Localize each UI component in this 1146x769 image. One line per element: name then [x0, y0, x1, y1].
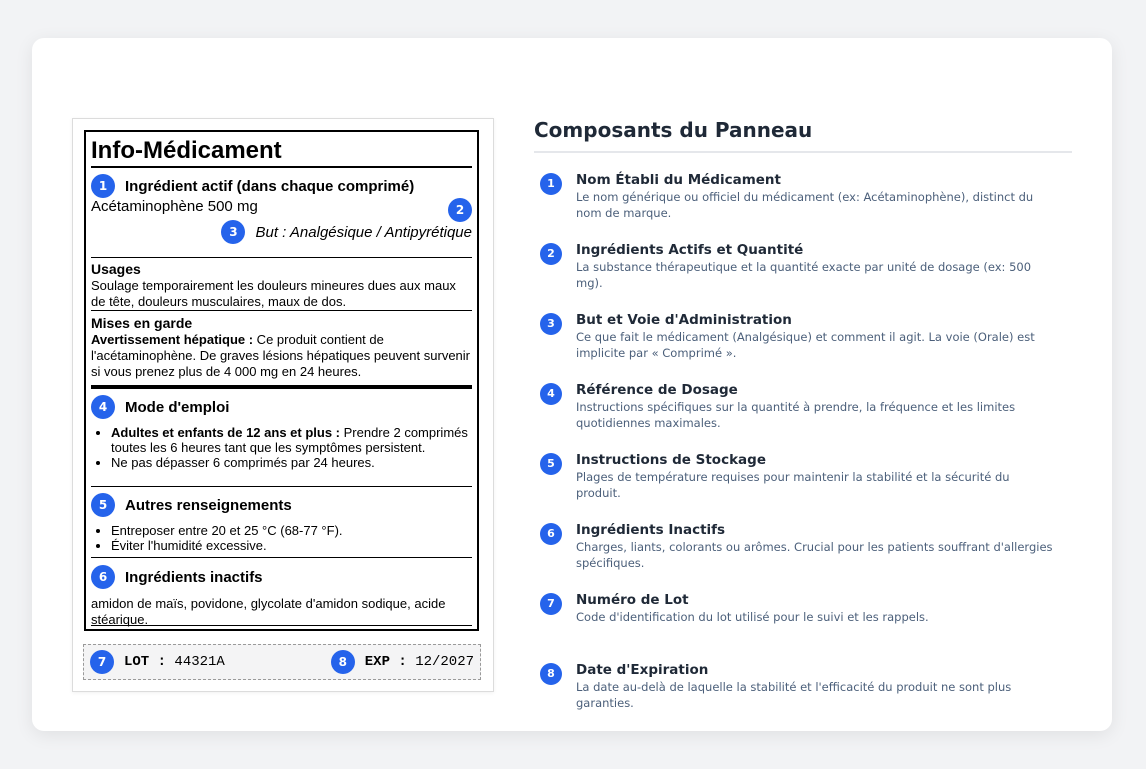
component-description: La date au-delà de laquelle la stabilité et l'efficacité du produit ne sont plus garanties.	[576, 680, 1012, 710]
list-item	[540, 171, 1072, 241]
other-info-section	[91, 487, 472, 558]
uses-text: Soulage temporairement les douleurs mineures dues aux maux de tête, douleurs musculaires, maux de dos.	[91, 278, 456, 309]
list-item	[540, 521, 1072, 591]
purpose-text: But : Analgésique / Antipyrétique	[255, 223, 472, 241]
number-badge: 1	[540, 173, 562, 195]
number-badge: 2	[540, 243, 562, 265]
list-item: • Ne pas dépasser 6 comprimés par 24 heures.	[111, 455, 472, 470]
directions-list	[91, 425, 472, 470]
list-item	[540, 451, 1072, 521]
inactive-heading: Ingrédients inactifs	[125, 568, 263, 586]
components-panel	[534, 118, 1072, 731]
component-description: Plages de température requises pour maintenir la stabilité et la sécurité du produit.	[576, 470, 1010, 500]
lot-expiry-bar	[83, 644, 481, 680]
list-item	[540, 311, 1072, 381]
exp-key: EXP :	[364, 654, 407, 670]
component-title: Date d'Expiration	[576, 662, 709, 678]
marker-badge-7: 7	[90, 650, 114, 674]
list-item	[540, 381, 1072, 451]
marker-badge-6: 6	[91, 565, 115, 589]
liver-warning-label: Avertissement hépatique :	[91, 332, 254, 347]
dosage-text: Prendre 2 comprimés toutes les 6 heures tant que les symptômes persistent.	[111, 425, 468, 455]
component-title: Ingrédients Actifs et Quantité	[576, 242, 804, 258]
component-description: Charges, liants, colorants ou arômes. Crucial pour les patients souffrant d'allergies spécifiques.	[576, 540, 1053, 570]
directions-heading: Mode d'emploi	[125, 398, 230, 416]
active-ingredient-heading: Ingrédient actif (dans chaque comprimé)	[125, 177, 415, 195]
label-title: Info-Médicament	[91, 132, 472, 168]
other-info-list	[91, 523, 472, 553]
list-item: • Éviter l'humidité excessive.	[111, 538, 472, 553]
lot-key: LOT :	[124, 654, 167, 670]
number-badge: 8	[540, 663, 562, 685]
number-badge: 4	[540, 383, 562, 405]
active-ingredient-section	[91, 168, 472, 258]
component-title: Ingrédients Inactifs	[576, 522, 726, 538]
component-title: Référence de Dosage	[576, 382, 738, 398]
list-item	[540, 591, 1072, 661]
marker-badge-4: 4	[91, 395, 115, 419]
component-description: La substance thérapeutique et la quantité exacte par unité de dosage (ex: 500 mg).	[576, 260, 1032, 290]
component-description: Code d'identification du lot utilisé pour le suivi et les rappels.	[576, 610, 929, 624]
inactive-ingredients-section	[91, 558, 472, 626]
panel-title: Composants du Panneau	[534, 118, 1072, 153]
component-title: But et Voie d'Administration	[576, 312, 792, 328]
other-info-heading: Autres renseignements	[125, 496, 292, 514]
list-item: • Entreposer entre 20 et 25 °C (68-77 °F).	[111, 523, 472, 538]
marker-badge-8: 8	[331, 650, 355, 674]
component-title: Numéro de Lot	[576, 592, 689, 608]
component-description: Le nom générique ou officiel du médicament (ex: Acétaminophène), distinct du nom de marque.	[576, 190, 1034, 220]
number-badge: 3	[540, 313, 562, 335]
marker-badge-3: 3	[221, 220, 245, 244]
active-ingredient-value: Acétaminophène 500 mg	[91, 198, 258, 215]
number-badge: 5	[540, 453, 562, 475]
component-description: Instructions spécifiques sur la quantité à prendre, la fréquence et les limites quotidiennes maximales.	[576, 400, 1016, 430]
inactive-text: amidon de maïs, povidone, glycolate d'amidon sodique, acide stéarique.	[91, 596, 446, 627]
uses-heading: Usages	[91, 261, 141, 277]
marker-badge-5: 5	[91, 493, 115, 517]
uses-section	[91, 258, 472, 311]
dosage-group-label: Adultes et enfants de 12 ans et plus :	[111, 425, 340, 440]
exp-value: 12/2027	[415, 654, 474, 670]
list-item	[540, 241, 1072, 311]
directions-section	[91, 389, 472, 487]
main-card	[32, 38, 1112, 731]
liver-warning-text: Ce produit contient de l'acétaminophène. De graves lésions hépatiques peuvent survenir si vous prenez plus de 4 000 mg en 24 heures.	[91, 332, 470, 379]
number-badge: 7	[540, 593, 562, 615]
number-badge: 6	[540, 523, 562, 545]
warnings-section	[91, 311, 472, 389]
marker-badge-2: 2	[448, 198, 472, 222]
drug-label	[72, 118, 494, 692]
lot-value: 44321A	[174, 654, 225, 670]
components-list	[534, 171, 1072, 731]
drug-facts-panel	[84, 130, 479, 631]
warnings-heading: Mises en garde	[91, 315, 193, 331]
component-title: Instructions de Stockage	[576, 452, 766, 468]
list-item	[540, 661, 1072, 731]
component-description: Ce que fait le médicament (Analgésique) et comment il agit. La voie (Orale) est implicite par « Comprimé ».	[576, 330, 1035, 360]
list-item	[111, 425, 472, 455]
marker-badge-1: 1	[91, 174, 115, 198]
component-title: Nom Établi du Médicament	[576, 172, 781, 188]
warnings-text	[91, 332, 472, 380]
